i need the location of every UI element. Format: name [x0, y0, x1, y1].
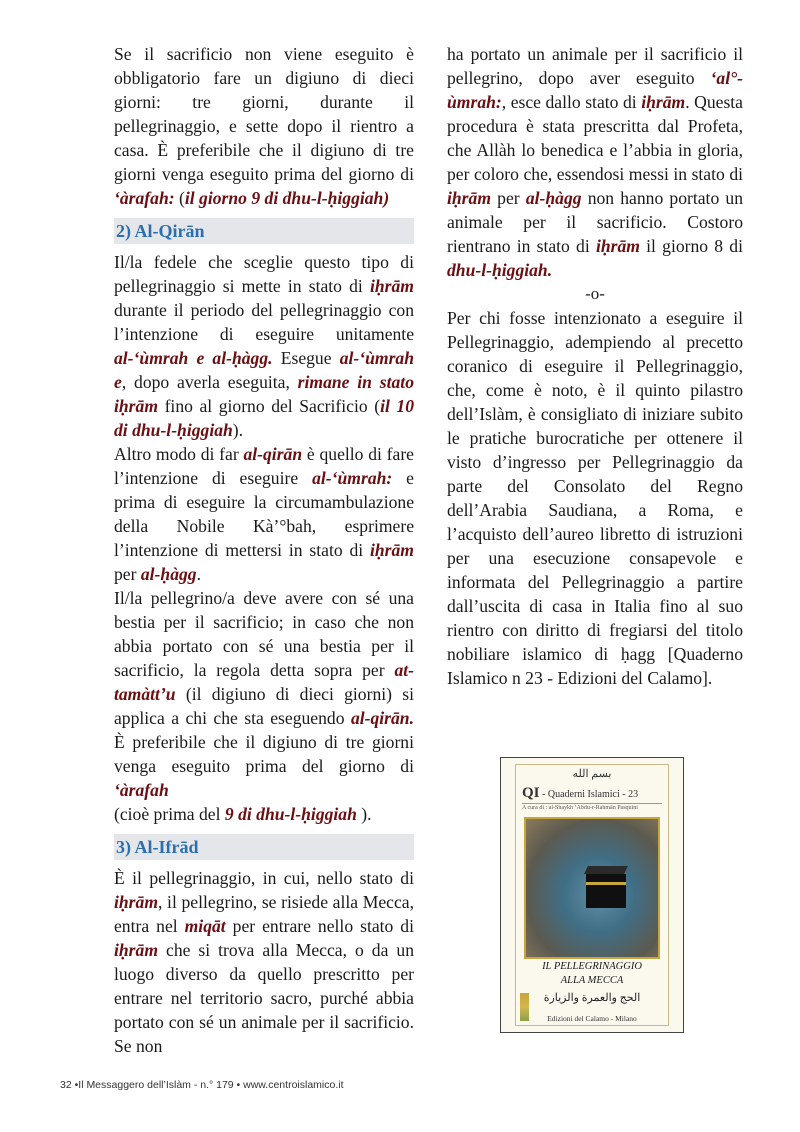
- kaaba-shape: [586, 874, 626, 908]
- paragraph-qiran-intro: Il/la fedele che sceglie questo tipo di pellegrinaggio si mette in stato di iḥrām durante il periodo del pellegrinaggio con l’intenzione di eseguire unitamente al-‘ùmrah e al-ḥàgg. Esegue al-‘ùmrah e, dopo averla eseguita, rimane in stato iḥrām fino al giorno del Sacrificio (il 10 di dhu-l-ḥiggiah).: [114, 252, 415, 440]
- section-separator: -o-: [585, 284, 605, 303]
- cover-series: [522, 785, 662, 804]
- paragraph-fasting: Se il sacrificio non viene eseguito è obbligatorio fare un digiuno di dieci giorni: tre giorni, durante il pellegrinaggio, e sette dopo il rientro a casa. È preferibile che il digiuno di tre giorni venga eseguito prima del giorno di ‘àrafah: (il giorno 9 di dhu-l-ḥiggiah): [114, 44, 414, 208]
- book-cover-frame: [515, 764, 669, 1026]
- cover-title-line2: ALLA MECCA: [560, 975, 624, 986]
- left-column: [114, 42, 414, 1058]
- kaaba-roof-shape: [584, 866, 628, 874]
- paragraph-ifrad-continued: ha portato un animale per il sacrificio il pellegrino, dopo aver eseguito ‘al°-ùmrah:, esce dallo stato di iḥrām. Questa procedura è stata prescritta dal Profeta, che Allàh lo benedica e l’abbia in gloria, per coloro che, essendosi messi in stato di iḥrām per al-ḥàgg non hanno portato un animale per il sacrificio. Costoro rientrano in stato di iḥrām il giorno 8 di dhu-l-ḥiggiah.: [447, 44, 743, 280]
- paragraph-qiran-sacrifice: Il/la pellegrino/a deve avere con sé una bestia per il sacrificio; in caso che non abbia portato con sé una bestia per il sacrificio, la regola detta sopra per at-tamàtt’u (il digiuno di dieci giorni) si applica a chi che sta eseguendo al-qirān. È preferibile che il digiuno di tre giorni venga eseguito prima del giorno di ‘àrafah (cioè prima del 9 di dhu-l-ḥiggiah ).: [114, 588, 414, 824]
- cover-series-code: QI: [522, 785, 540, 801]
- paragraph-pilgrimage-advice: Per chi fosse intenzionato a eseguire il Pellegrinaggio, adempiendo al precetto coranico di eseguire il Pellegrinaggio, che, come è noto, è il quinto pilastro dell’Islàm, è consigliato di iniziare subito le pratiche burocratiche per ottenere il visto d’ingresso per Pellegrinaggio da parte del Consolato del Regno dell’Arabia Saudiana, a Roma, e l’acquisto dell’aureo libretto di istruzioni per una esecuzione consapevole e informata del Pellegrinaggio a partire dall’uscita di casa in Italia fino al suo rientro con diritto di fregiarsi del titolo nobiliare islamico di ḥagg [Quaderno Islamico n 23 - Edizioni del Calamo].: [447, 308, 743, 688]
- kaaba-gold-band: [586, 882, 626, 885]
- cover-publisher: Edizioni del Calamo - Milano: [547, 1014, 637, 1023]
- section-heading-al-qiran: 2) Al-Qirān: [114, 218, 414, 244]
- paragraph-qiran-alternative: Altro modo di far al-qirān è quello di fare l’intenzione di eseguire al-‘ùmrah: e prima di eseguire la circumambulazione della Nobile Kà’°bah, esprimere l’intenzione di mettersi in stato di iḥrām per al-ḥàgg.: [114, 444, 414, 584]
- cover-series-name: - Quaderni Islamici - 23: [542, 789, 639, 800]
- section-heading-al-ifrad: 3) Al-Ifrād: [114, 834, 414, 860]
- book-cover-image: [500, 757, 684, 1033]
- cover-title-line1: IL PELLEGRINAGGIO: [542, 961, 642, 972]
- paragraph-ifrad: È il pellegrinaggio, in cui, nello stato di iḥrām, il pellegrino, se risiede alla Mecca, entra nel miqāt per entrare nello stato di iḥrām che si trova alla Mecca, o da un luogo diverso da quello prescritto per entrare nel territorio sacro, purché abbia portato con sé un animale per il sacrificio. Se non: [114, 868, 414, 1056]
- right-column: [447, 42, 743, 690]
- cover-curator: A cura di : al-Shaykh ‘Abdu-r-Rahmān Pasquini: [522, 805, 638, 811]
- cover-arabic-title: الحج والعمرة والزيارة: [543, 992, 641, 1004]
- cover-calligraphy: بسم الله: [572, 768, 612, 780]
- kaaba-photo: [524, 817, 660, 959]
- page-footer: 32 •Il Messaggero dell’Islàm - n.° 179 • www.centroislamico.it: [60, 1079, 344, 1091]
